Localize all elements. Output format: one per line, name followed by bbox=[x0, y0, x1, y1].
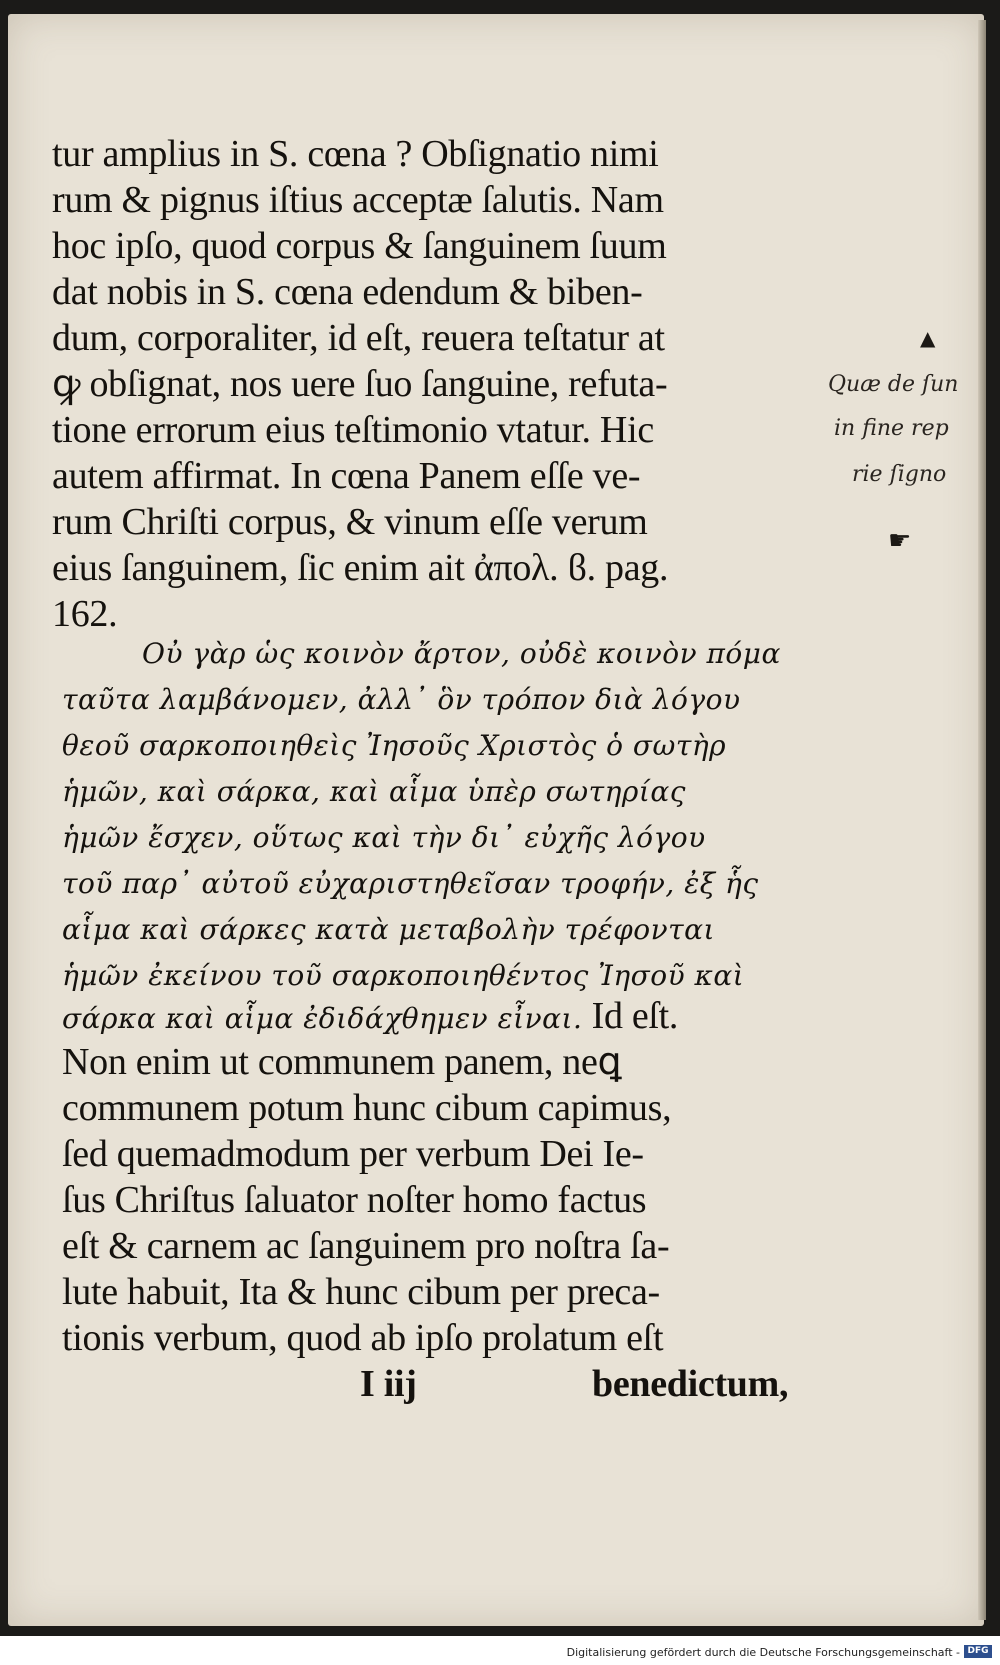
latin-phrase: Id eſt. bbox=[591, 995, 679, 1037]
text-line: hoc ipſo, quod corpus & ſanguinem ſuum bbox=[52, 225, 667, 267]
text-line: eius ſanguinem, ſic enim ait ἀπολ. ϐ. pag. bbox=[52, 547, 669, 589]
greek-line: τοῦ παρ᾽ αὐτοῦ εὐχαριστηθεῖσαν τροφήν, ἐξ ἧς bbox=[62, 867, 759, 900]
greek-phrase: σάρκα καὶ αἷμα ἐδιδάχθημεν εἶναι. bbox=[62, 1002, 583, 1035]
text-line: dat nobis in S. cœna edendum & biben- bbox=[52, 271, 643, 313]
greek-line: ταῦτα λαμβάνομεν, ἀλλ᾽ ὃν τρόπον διὰ λόγου bbox=[62, 683, 741, 716]
greek-line: ἡμῶν ἐκείνου τοῦ σαρκοποιηθέντος Ἰησοῦ καὶ bbox=[62, 959, 745, 992]
text-line: ſed quemadmodum per verbum Dei Ie- bbox=[62, 1133, 644, 1175]
marginal-mark: ▲ bbox=[920, 326, 936, 350]
text-line: rum & pignus iſtius acceptæ ſalutis. Nam bbox=[52, 179, 664, 221]
greek-line: θεοῦ σαρκοποιηθεὶς Ἰησοῦς Χριστὸς ὁ σωτὴρ bbox=[62, 729, 727, 762]
text-line: tione errorum eius teſtimonio vtatur. Hic bbox=[52, 409, 654, 451]
page-edge bbox=[978, 20, 986, 1620]
mixed-line bbox=[62, 992, 678, 1043]
text-line: tionis verbum, quod ab ipſo prolatum eſt bbox=[62, 1317, 664, 1359]
marginal-note: rie ſigno bbox=[852, 462, 947, 487]
dfg-logo: DFG bbox=[964, 1645, 992, 1658]
greek-line: Οὐ γὰρ ὡς κοινὸν ἄρτον, οὐδὲ κοινὸν πόμα bbox=[142, 637, 781, 670]
text-line: ſus Chriſtus ſaluator noſter homo factus bbox=[62, 1179, 647, 1221]
marginal-hand-icon: ☛ bbox=[888, 526, 912, 556]
text-line: autem affirmat. In cœna Panem eſſe ve- bbox=[52, 455, 641, 497]
signature-mark: I iij bbox=[360, 1363, 417, 1405]
text-line: tur amplius in S. cœna ? Obſignatio nimi bbox=[52, 133, 659, 175]
catchword: benedictum, bbox=[592, 1363, 789, 1405]
text-line: ꝙ obſignat, nos uere ſuo ſanguine, refuta- bbox=[52, 363, 668, 405]
text-line: rum Chriſti corpus, & vinum eſſe verum bbox=[52, 501, 648, 543]
marginal-note: Quæ de ſun bbox=[828, 372, 959, 397]
text-line: eſt & carnem ac ſanguinem pro noſtra ſa- bbox=[62, 1225, 670, 1267]
text-line: communem potum hunc cibum capimus, bbox=[62, 1087, 672, 1129]
text-line: 162. bbox=[52, 593, 118, 635]
greek-line: ἡμῶν ἔσχεν, οὕτως καὶ τὴν δι᾽ εὐχῆς λόγου bbox=[62, 821, 706, 854]
greek-line: αἷμα καὶ σάρκες κατὰ μεταβολὴν τρέφονται bbox=[62, 913, 716, 946]
footer-credit: Digitalisierung gefördert durch die Deutsche Forschungsgemeinschaft - bbox=[566, 1646, 960, 1659]
marginal-note: in fine rep bbox=[834, 416, 949, 441]
text-line: Non enim ut communem panem, neꝗ bbox=[62, 1041, 622, 1083]
text-line: lute habuit, Ita & hunc cibum per preca- bbox=[62, 1271, 660, 1313]
text-line: dum, corporaliter, id eſt, reuera teſtatur at bbox=[52, 317, 665, 359]
greek-line: ἡμῶν, καὶ σάρκα, καὶ αἷμα ὑπὲρ σωτηρίας bbox=[62, 775, 686, 808]
